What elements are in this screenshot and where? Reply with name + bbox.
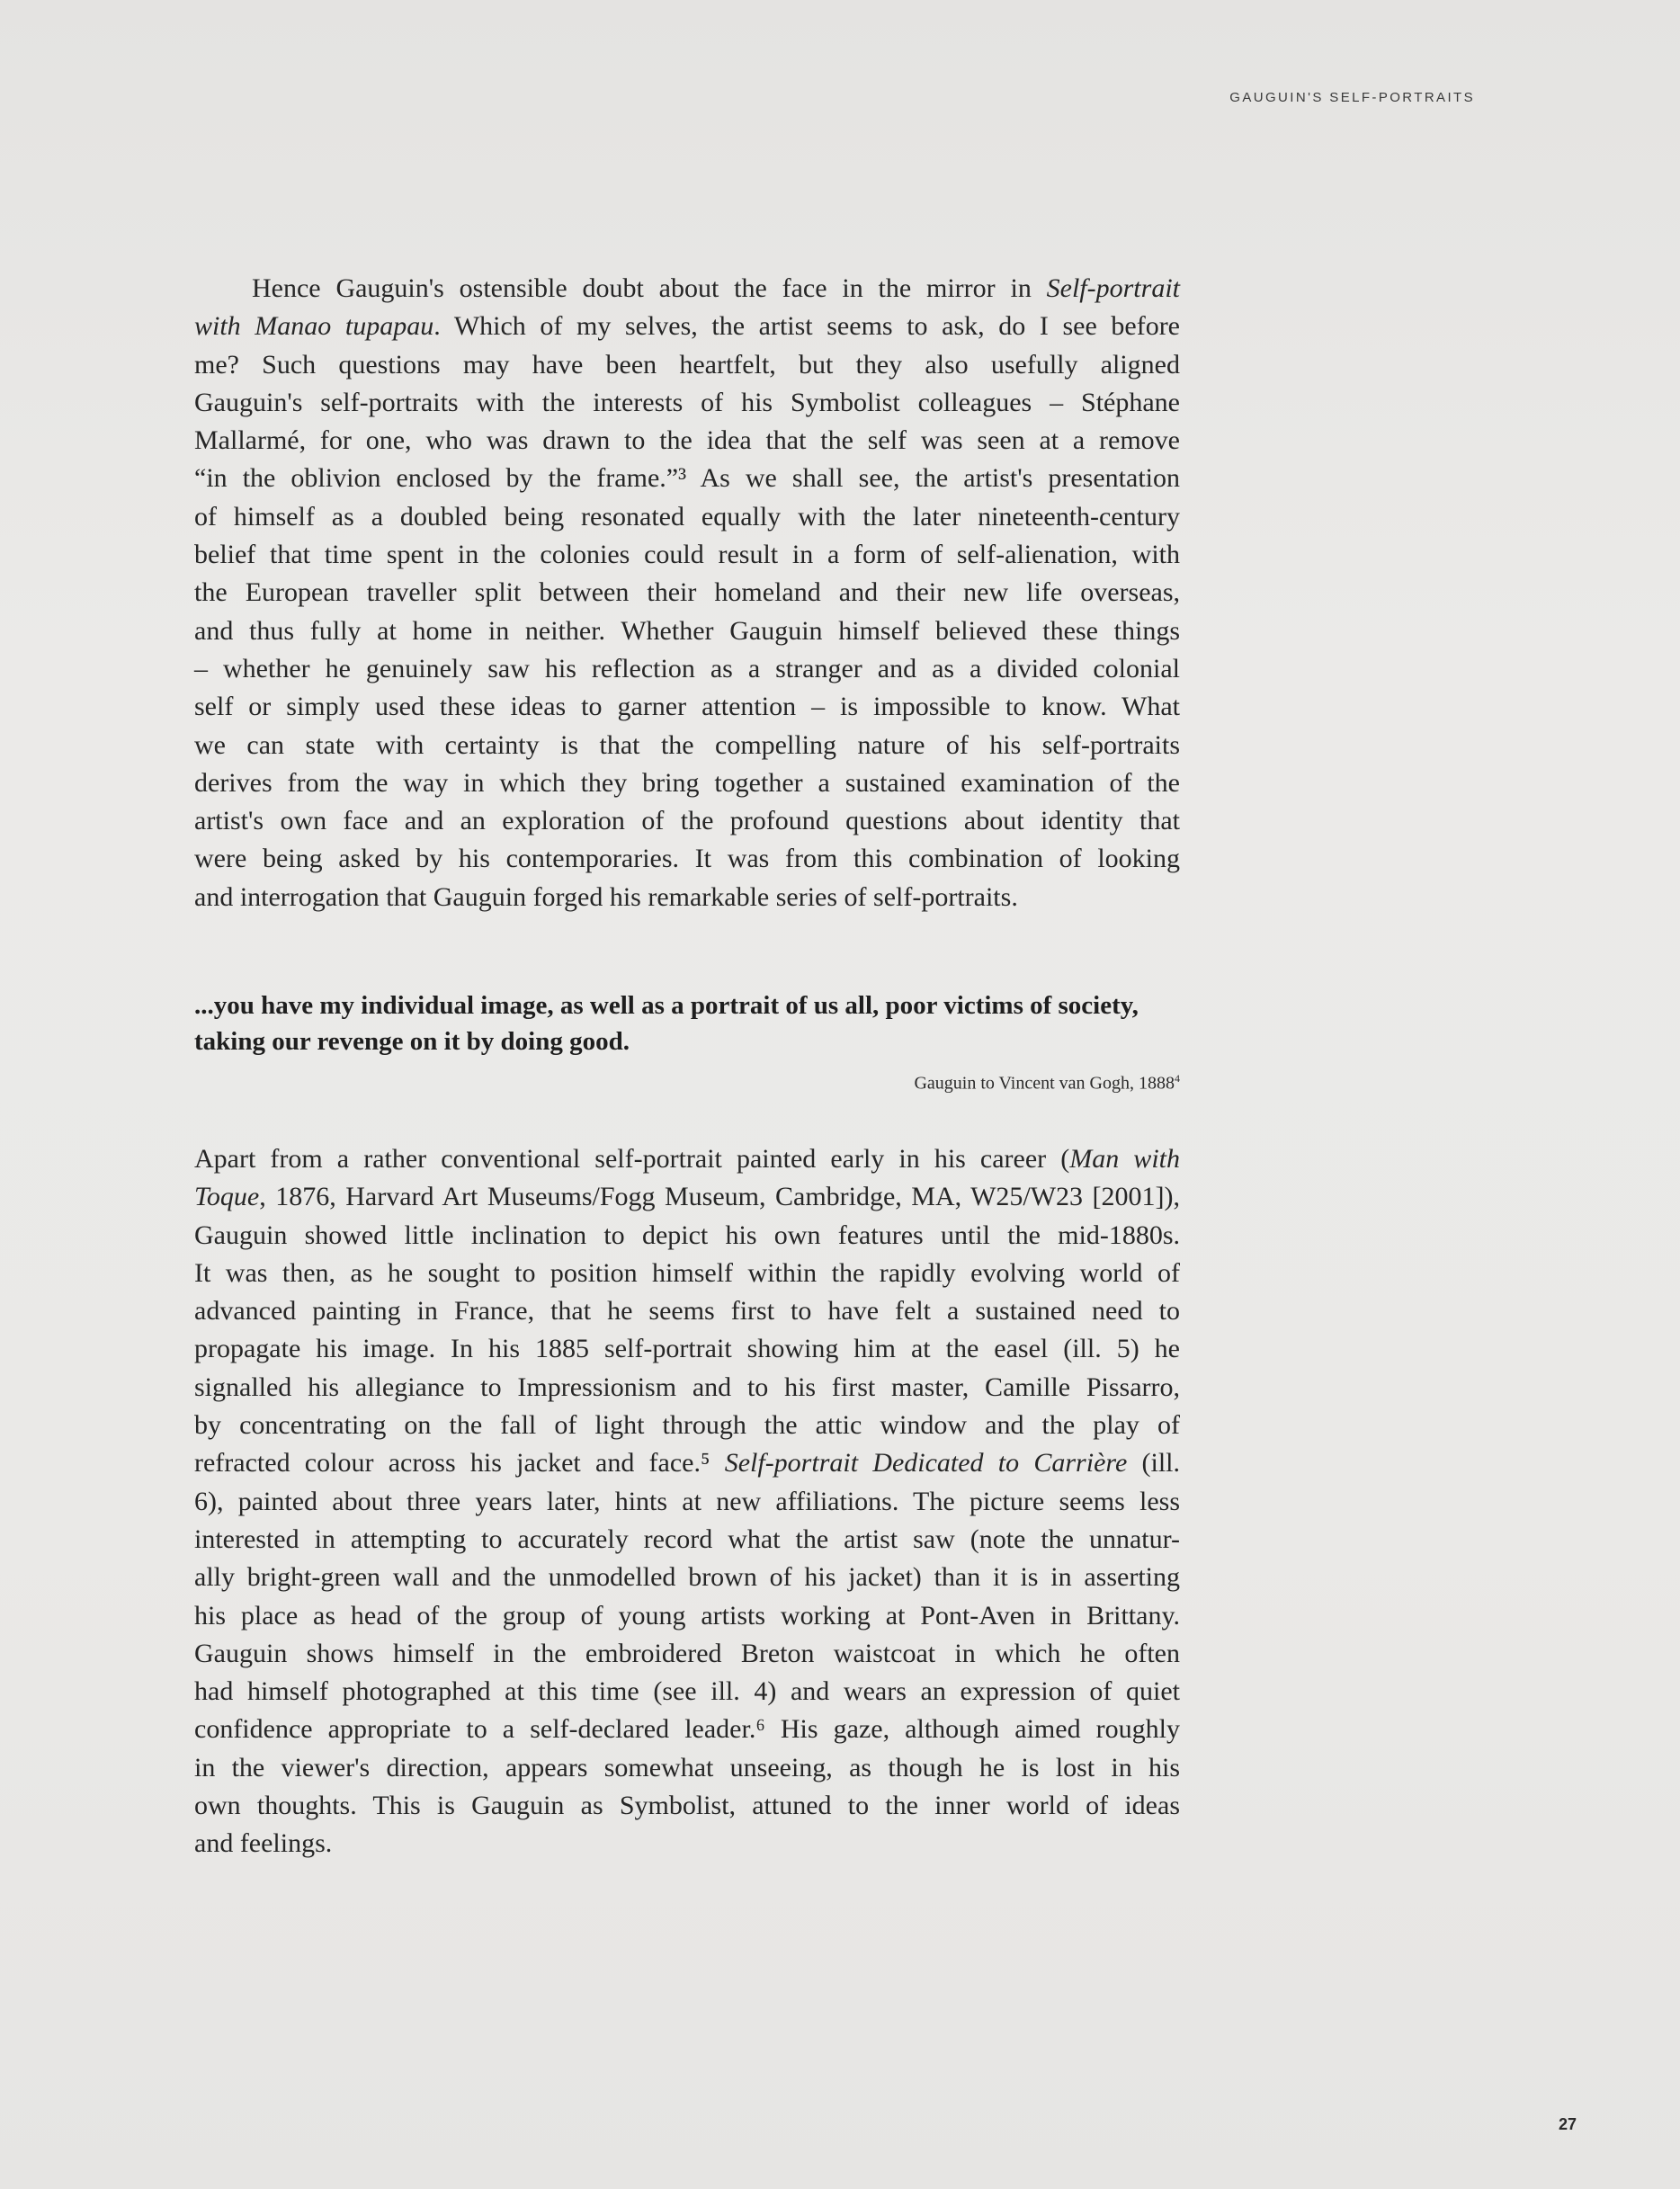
text-segment: confidence appropriate to a self-declared leader.⁶ His gaze, although aimed roughly: [194, 1714, 1180, 1745]
page-number: 27: [1559, 2115, 1577, 2133]
text-line: [194, 422, 1180, 460]
text-segment: It was then, as he sought to position himself within the rapidly evolving world of: [194, 1257, 1180, 1288]
text-segment: of himself as a doubled being resonated equally with the later nineteenth-century: [194, 501, 1180, 532]
text-line: [194, 1255, 1180, 1292]
text-segment: interested in attempting to accurately record what the artist saw (note the unnatur-: [194, 1523, 1180, 1554]
text-segment: his place as head of the group of young artists working at Pont-Aven in Brittany.: [194, 1600, 1180, 1631]
text-segment: Gauguin showed little inclination to depict his own features until the mid-1880s.: [194, 1220, 1180, 1250]
text-line: [194, 1217, 1180, 1255]
text-segment: advanced painting in France, that he seems first to have felt a sustained need to: [194, 1296, 1180, 1327]
text-line: [194, 1330, 1180, 1368]
text-segment: . Which of my selves, the artist seems to ask, do I see before: [433, 311, 1181, 342]
text-segment: derives from the way in which they bring together a sustained examination of the: [194, 767, 1180, 798]
text-segment: 6), painted about three years later, hints at new affiliations. The picture seems less: [194, 1486, 1180, 1516]
text-segment: and thus fully at home in neither. Whether Gauguin himself believed these things: [194, 615, 1180, 646]
body-paragraph-2: [194, 1140, 1180, 1863]
text-line: [194, 536, 1180, 574]
text-line: [194, 1292, 1180, 1330]
text-segment: we can state with certainty is that the compelling nature of his self-portraits: [194, 729, 1180, 760]
text-line: [194, 384, 1180, 422]
text-line: [194, 688, 1180, 726]
text-segment: belief that time spent in the colonies could result in a form of self-alienation, with: [194, 540, 1180, 570]
footnote-marker: 4: [1175, 1072, 1180, 1085]
italic-title: Self-portrait Dedicated to Carrière: [724, 1448, 1128, 1479]
text-line: [194, 1369, 1180, 1407]
text-line: [194, 1483, 1180, 1521]
text-line: [194, 1711, 1180, 1748]
text-segment: own thoughts. This is Gauguin as Symbolist, attuned to the inner world of ideas: [194, 1791, 1180, 1821]
text-line: [194, 1178, 1180, 1216]
text-line: [194, 1559, 1180, 1596]
text-line: [194, 1635, 1180, 1673]
text-segment: Hence Gauguin's ostensible doubt about the face in the mirror in: [252, 273, 1047, 303]
text-line: [194, 612, 1180, 650]
italic-title: Man with: [1069, 1144, 1180, 1174]
text-line: [194, 1407, 1180, 1444]
text-line: [194, 346, 1180, 384]
text-segment: Mallarmé, for one, who was drawn to the idea that the self was seen at a remove: [194, 425, 1180, 456]
attribution-text: Gauguin to Vincent van Gogh, 1888: [914, 1073, 1175, 1094]
text-segment: had himself photographed at this time (see ill. 4) and wears an expression of quiet: [194, 1676, 1180, 1707]
text-line: [194, 840, 1180, 878]
italic-title: Toque: [194, 1182, 260, 1212]
text-line: [194, 764, 1180, 802]
text-segment: and feelings.: [194, 1828, 333, 1859]
text-segment: – whether he genuinely saw his reflection as a stranger and as a divided colonial: [194, 653, 1180, 684]
text-segment: , 1876, Harvard Art Museums/Fogg Museum, Cambridge, MA, W25/W23 [2001]),: [259, 1182, 1180, 1212]
text-segment: ally bright-green wall and the unmodelled brown of his jacket) than it is in asserting: [194, 1562, 1180, 1593]
text-line: [194, 270, 1180, 308]
text-segment: the European traveller split between their homeland and their new life overseas,: [194, 577, 1180, 608]
pull-quote: ...you have my individual image, as well as a portrait of us all, poor victims of society, taking our revenge on it by doing good.: [194, 991, 1139, 1056]
text-segment: Gauguin shows himself in the embroidered Breton waistcoat in which he often: [194, 1638, 1180, 1668]
text-segment: me? Such questions may have been heartfelt, but they also usefully aligned: [194, 349, 1180, 380]
text-line: [194, 1825, 1180, 1863]
text-segment: refracted colour across his jacket and face.⁵: [194, 1448, 725, 1479]
running-head: GAUGUIN'S SELF-PORTRAITS: [1229, 90, 1475, 105]
text-segment: (ill.: [1127, 1448, 1181, 1479]
italic-title: Self-portrait: [1046, 273, 1180, 303]
quote-attribution: [914, 1072, 1180, 1094]
text-line: [194, 1521, 1180, 1559]
text-line: [194, 498, 1180, 536]
text-segment: in the viewer's direction, appears somewhat unseeing, as though he is lost in his: [194, 1752, 1180, 1782]
text-line: [194, 650, 1180, 688]
text-line: [194, 727, 1180, 764]
text-segment: Gauguin's self-portraits with the interests of his Symbolist colleagues – Stéphane: [194, 387, 1180, 417]
text-segment: by concentrating on the fall of light through the attic window and the play of: [194, 1410, 1180, 1441]
text-segment: self or simply used these ideas to garner attention – is impossible to know. What: [194, 692, 1180, 722]
text-line: [194, 1140, 1180, 1178]
text-segment: propagate his image. In his 1885 self-portrait showing him at the easel (ill. 5) he: [194, 1334, 1180, 1364]
text-line: [194, 1673, 1180, 1711]
body-paragraph-1: [194, 270, 1180, 916]
text-line: [194, 1749, 1180, 1787]
text-line: [194, 574, 1180, 612]
text-segment: signalled his allegiance to Impressionism and to his first master, Camille Pissarro,: [194, 1371, 1180, 1402]
text-segment: “in the oblivion enclosed by the frame.”³ As we shall see, the artist's presentation: [194, 463, 1180, 494]
text-line: [194, 460, 1180, 497]
text-segment: artist's own face and an exploration of the profound questions about identity that: [194, 806, 1180, 836]
text-line: [194, 308, 1180, 345]
text-segment: were being asked by his contemporaries. It was from this combination of looking: [194, 844, 1180, 874]
text-line: [194, 879, 1180, 916]
text-line: [194, 802, 1180, 840]
text-segment: Apart from a rather conventional self-portrait painted early in his career (: [194, 1144, 1070, 1174]
italic-title: with Manao tupapau: [194, 311, 434, 342]
text-line: [194, 1597, 1180, 1635]
text-line: [194, 1444, 1180, 1482]
text-segment: and interrogation that Gauguin forged his remarkable series of self-portraits.: [194, 881, 1018, 912]
text-line: [194, 1787, 1180, 1825]
